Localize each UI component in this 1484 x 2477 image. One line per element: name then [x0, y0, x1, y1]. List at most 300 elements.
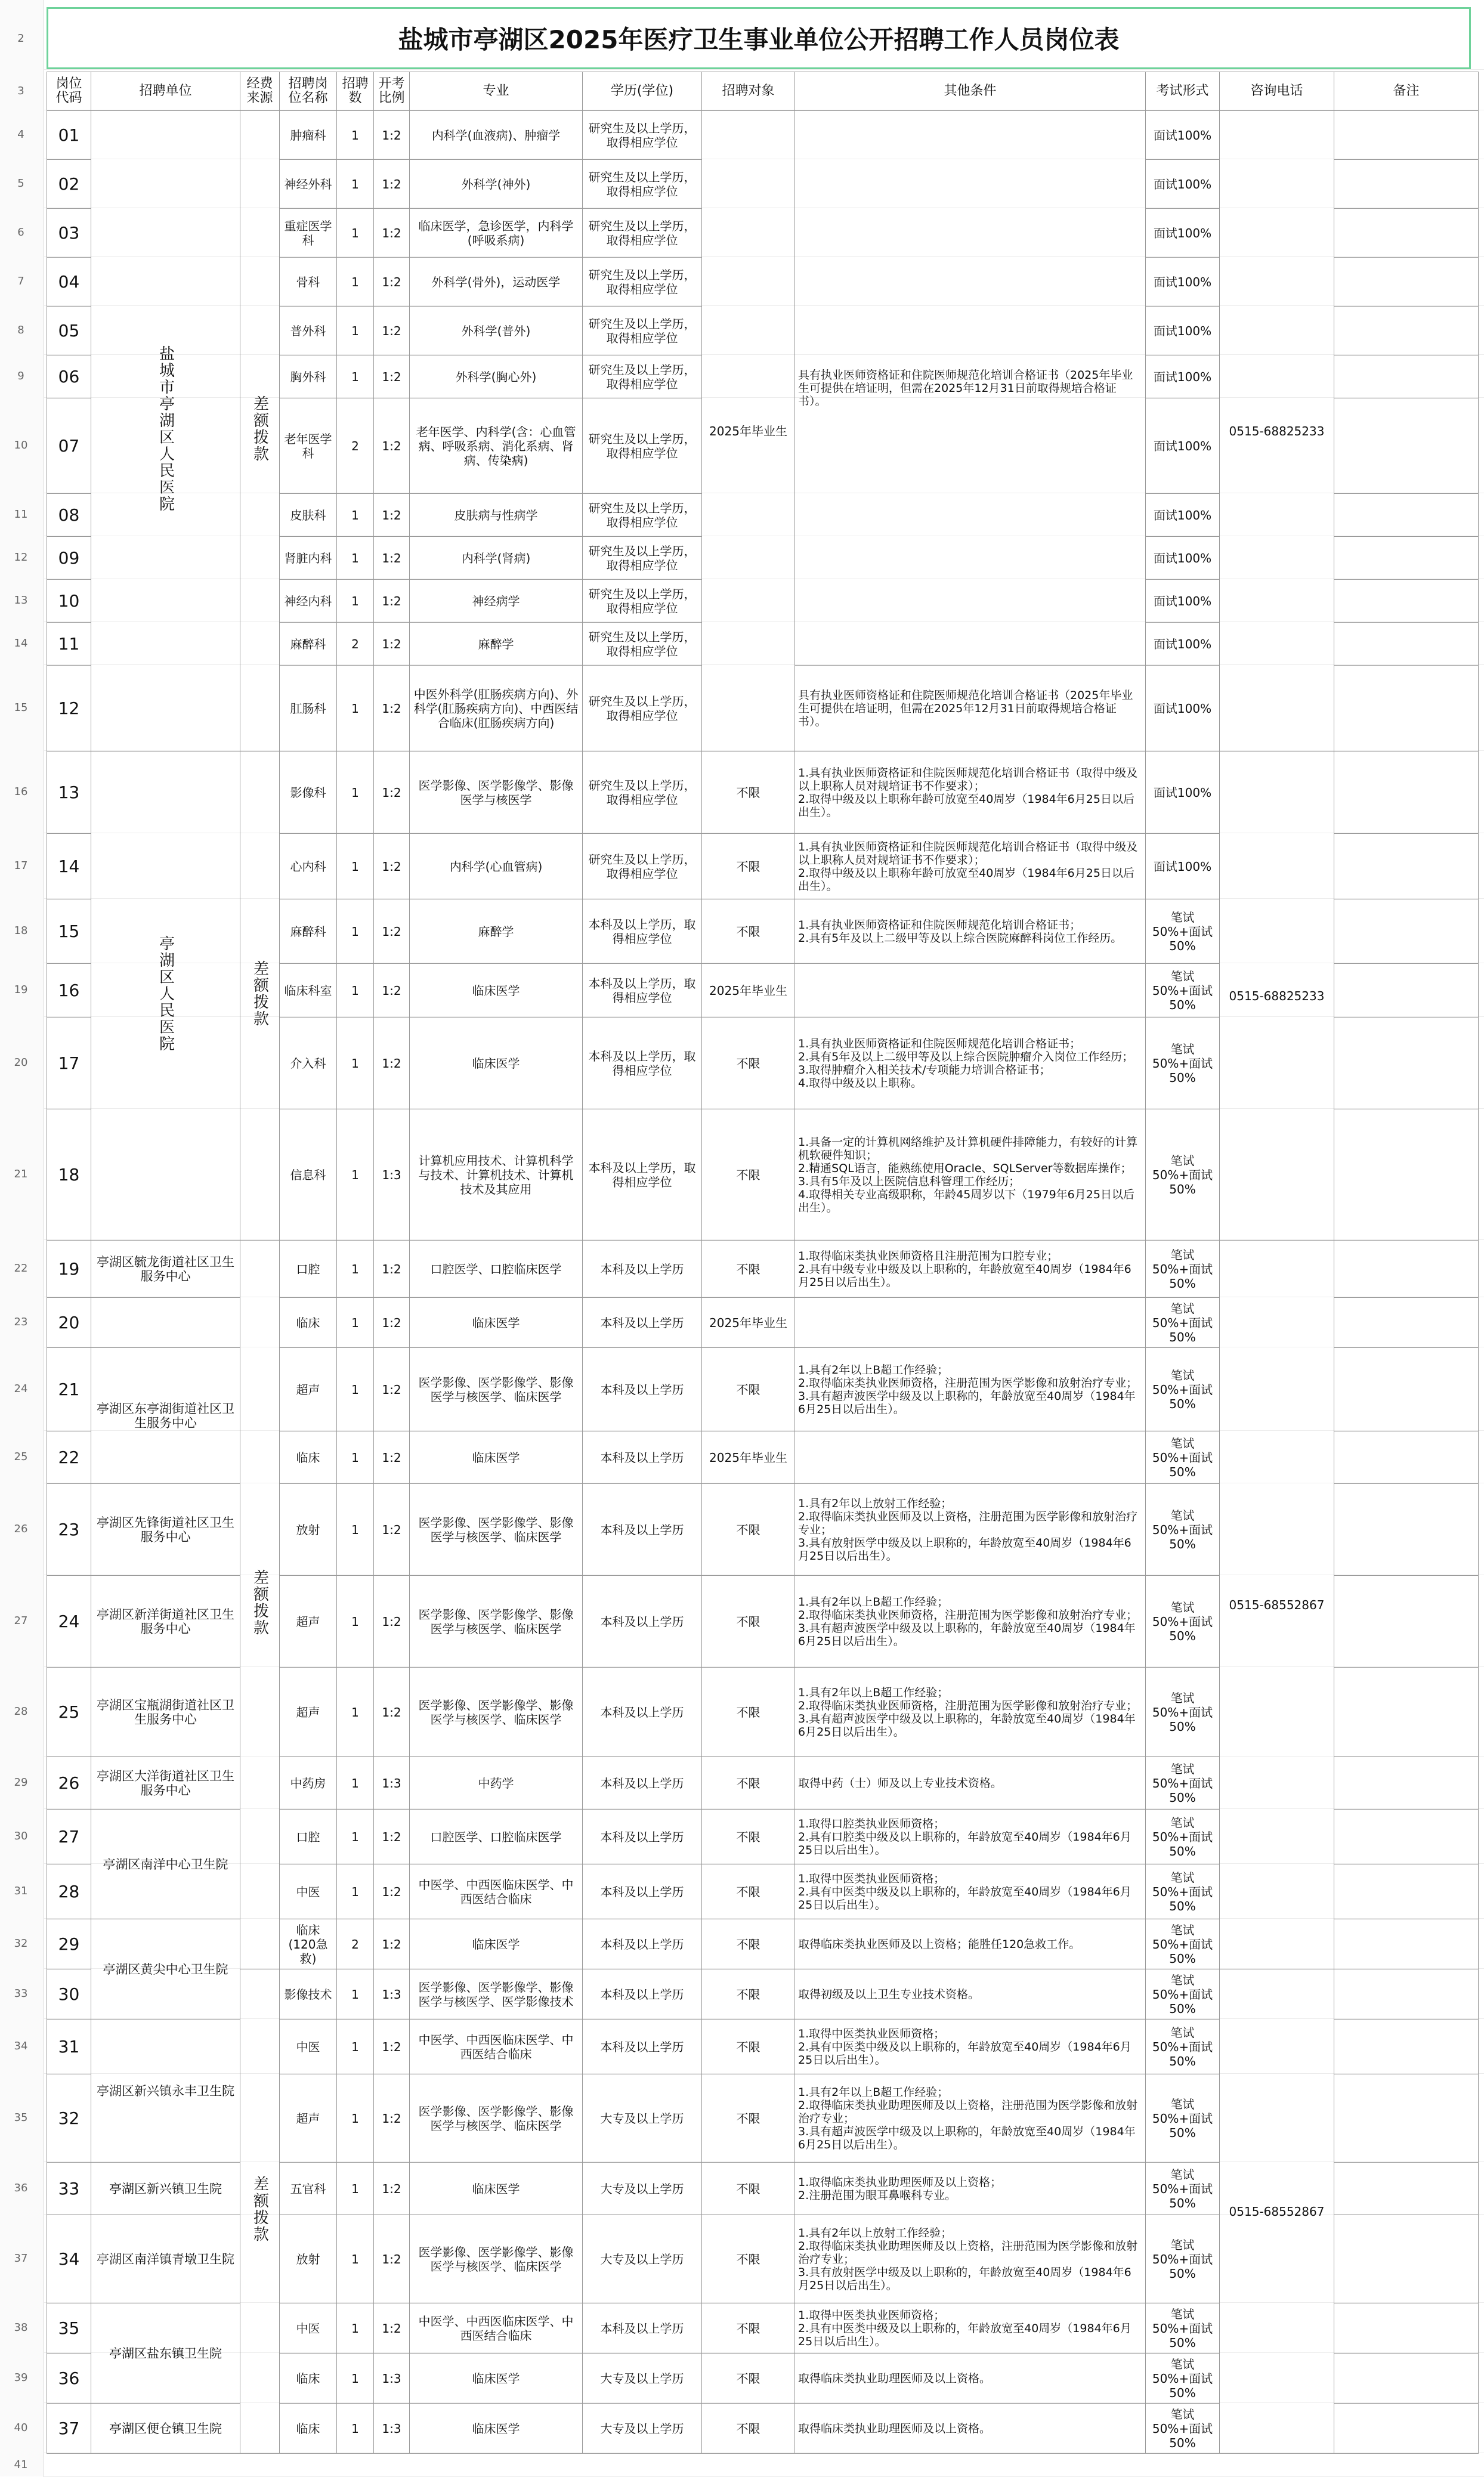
row-number[interactable]: 23 [14, 1315, 28, 1328]
job-id: 36 [47, 2354, 91, 2404]
row-number[interactable]: 12 [14, 551, 28, 564]
major-cell: 临床医学 [410, 2354, 583, 2404]
funding-cell [240, 1241, 280, 1969]
major-cell: 临床医学，急诊医学，内科学(呼吸系病) [410, 209, 583, 258]
unit-cell: 亭湖区宝瓶湖街道社区卫生服务中心 [91, 1668, 240, 1757]
row-number[interactable]: 27 [14, 1614, 28, 1627]
post-cell: 中药房 [280, 1757, 337, 1810]
target-cell: 不限 [702, 1969, 795, 2020]
exam-cell: 笔试50%+面试50% [1146, 1241, 1220, 1298]
exam-cell: 面试100% [1146, 752, 1220, 834]
conditions-cell: 1.取得口腔类执业医师资格； 2.具有口腔类中级及以上职称的，年龄放宽至40周岁（1984年6月25日以后出生）。 [795, 1810, 1146, 1864]
count-cell: 1 [337, 1348, 374, 1431]
post-cell: 神经外科 [280, 160, 337, 209]
row-number[interactable]: 36 [14, 2181, 28, 2194]
exam-cell: 笔试50%+面试50% [1146, 2074, 1220, 2163]
conditions-cell: 1.具备一定的计算机网络维护及计算机硬件排障能力，有较好的计算机软硬件知识； 2.精通SQL语言，能熟练使用Oracle、SQLServer等数据库操作； 3.具有5年及以上医院信息科管理工作经历； 4.取得相关专业高级职称，年龄45周岁以下（1979年6月25日以后出生）。 [795, 1109, 1146, 1241]
job-id: 20 [47, 1298, 91, 1348]
count-cell: 1 [337, 355, 374, 398]
job-id: 25 [47, 1668, 91, 1757]
note-cell [1334, 1864, 1479, 1919]
funding-cell-text: 差额拨款 [251, 395, 269, 462]
major-cell: 医学影像、医学影像学、影像医学与核医学、临床医学 [410, 2074, 583, 2163]
note-cell [1334, 258, 1479, 307]
exam-cell: 面试100% [1146, 666, 1220, 752]
note-cell [1334, 537, 1479, 580]
row-number[interactable]: 24 [14, 1382, 28, 1395]
ratio-cell: 1:2 [374, 1018, 410, 1109]
major-cell: 中医学、中西医临床医学、中西医结合临床 [410, 2303, 583, 2354]
note-cell [1334, 899, 1479, 964]
job-id: 10 [47, 580, 91, 623]
post-cell: 肾脏内科 [280, 537, 337, 580]
target-cell: 不限 [702, 1668, 795, 1757]
conditions-cell: 1.具有2年以上B超工作经验； 2.取得临床类执业助理医师及以上资格，注册范围为医学影像和放射治疗专业； 3.具有超声波医学中级及以上职称的，年龄放宽至40周岁（1984年6月25日以后出生）。 [795, 2074, 1146, 2163]
major-cell: 计算机应用技术、计算机科学与技术、计算机技术、计算机技术及其应用 [410, 1109, 583, 1241]
row-number[interactable]: 10 [14, 438, 28, 452]
row-number[interactable]: 38 [14, 2321, 28, 2334]
phone-cell: 0515-68552867 [1220, 1969, 1334, 2454]
major-cell: 医学影像、医学影像学、影像医学与核医学、临床医学 [410, 1348, 583, 1431]
edu-cell: 研究生及以上学历，取得相应学位 [583, 111, 702, 160]
target-cell: 不限 [702, 2303, 795, 2354]
major-cell: 老年医学、内科学(含：心血管病、呼吸系病、消化系病、肾病、传染病) [410, 398, 583, 494]
ratio-cell: 1:2 [374, 1298, 410, 1348]
post-cell: 临床(120急救) [280, 1919, 337, 1969]
ratio-cell: 1:2 [374, 355, 410, 398]
post-cell: 临床 [280, 1298, 337, 1348]
count-cell: 1 [337, 1668, 374, 1757]
row-number[interactable]: 11 [14, 508, 28, 521]
major-cell: 中药学 [410, 1757, 583, 1810]
major-cell: 医学影像、医学影像学、影像医学与核医学、临床医学 [410, 1668, 583, 1757]
job-id: 16 [47, 964, 91, 1018]
edu-cell: 大专及以上学历 [583, 2404, 702, 2454]
count-cell: 1 [337, 580, 374, 623]
unit-cell: 亭湖区黄尖中心卫生院 [91, 1919, 240, 2020]
target-cell: 不限 [702, 1919, 795, 1969]
conditions-cell: 取得临床类执业助理医师及以上资格。 [795, 2404, 1146, 2454]
edu-cell: 研究生及以上学历，取得相应学位 [583, 160, 702, 209]
job-id: 04 [47, 258, 91, 307]
edu-cell: 大专及以上学历 [583, 2354, 702, 2404]
edu-cell: 本科及以上学历 [583, 1668, 702, 1757]
major-cell: 医学影像、医学影像学、影像医学与核医学、医学影像技术 [410, 1969, 583, 2020]
ratio-cell: 1:3 [374, 1109, 410, 1241]
note-cell [1334, 2404, 1479, 2454]
note-cell [1334, 1969, 1479, 2020]
edu-cell: 研究生及以上学历，取得相应学位 [583, 580, 702, 623]
post-cell: 中医 [280, 2303, 337, 2354]
row-number[interactable]: 25 [14, 1450, 28, 1463]
phone-cell: 0515-68825233 [1220, 752, 1334, 1241]
conditions-cell: 1.具有2年以上B超工作经验； 2.取得临床类执业医师资格，注册范围为医学影像和放射治疗专业； 3.具有超声波医学中级及以上职称的，年龄放宽至40周岁（1984年6月25日以后出生）。 [795, 1576, 1146, 1668]
post-cell: 临床 [280, 1431, 337, 1484]
job-id: 28 [47, 1864, 91, 1919]
job-id: 27 [47, 1810, 91, 1864]
exam-cell: 面试100% [1146, 537, 1220, 580]
job-id: 33 [47, 2163, 91, 2215]
edu-cell: 研究生及以上学历，取得相应学位 [583, 494, 702, 537]
ratio-cell: 1:2 [374, 2020, 410, 2074]
job-id: 14 [47, 834, 91, 899]
major-cell: 口腔医学、口腔临床医学 [410, 1810, 583, 1864]
unit-cell: 亭湖区大洋街道社区卫生服务中心 [91, 1757, 240, 1810]
note-cell [1334, 494, 1479, 537]
post-cell: 肛肠科 [280, 666, 337, 752]
target-cell: 不限 [702, 2074, 795, 2163]
post-cell: 皮肤科 [280, 494, 337, 537]
recruitment-table [47, 72, 1479, 2454]
header-major: 专业 [410, 72, 583, 111]
ratio-cell: 1:2 [374, 2303, 410, 2354]
phone-cell: 0515-68825233 [1220, 111, 1334, 752]
edu-cell: 本科及以上学历 [583, 1298, 702, 1348]
edu-cell: 大专及以上学历 [583, 2074, 702, 2163]
ratio-cell: 1:2 [374, 1668, 410, 1757]
ratio-cell: 1:3 [374, 1757, 410, 1810]
note-cell [1334, 1810, 1479, 1864]
major-cell: 临床医学 [410, 1919, 583, 1969]
row-number[interactable]: 15 [14, 701, 28, 714]
table-row [47, 1969, 1479, 2020]
major-cell: 医学影像、医学影像学、影像医学与核医学 [410, 752, 583, 834]
table-row [47, 1241, 1479, 1298]
ratio-cell: 1:2 [374, 964, 410, 1018]
ratio-cell: 1:2 [374, 1484, 410, 1576]
major-cell: 口腔医学、口腔临床医学 [410, 1241, 583, 1298]
edu-cell: 研究生及以上学历，取得相应学位 [583, 834, 702, 899]
target-cell: 不限 [702, 2404, 795, 2454]
row-number[interactable]: 41 [14, 2458, 28, 2471]
table-body [47, 111, 1479, 2454]
major-cell: 医学影像、医学影像学、影像医学与核医学、临床医学 [410, 1484, 583, 1576]
post-cell: 超声 [280, 1348, 337, 1431]
post-cell: 影像技术 [280, 1969, 337, 2020]
unit-cell: 亭湖区南洋中心卫生院 [91, 1810, 240, 1919]
edu-cell: 本科及以上学历 [583, 1241, 702, 1298]
row-number[interactable]: 32 [14, 1937, 28, 1950]
post-cell: 骨科 [280, 258, 337, 307]
major-cell: 外科学(普外) [410, 307, 583, 355]
note-cell [1334, 1298, 1479, 1348]
exam-cell: 笔试50%+面试50% [1146, 964, 1220, 1018]
row-number[interactable]: 21 [14, 1167, 28, 1180]
exam-cell: 笔试50%+面试50% [1146, 1348, 1220, 1431]
count-cell: 1 [337, 834, 374, 899]
count-cell: 1 [337, 258, 374, 307]
funding-cell [240, 1969, 280, 2454]
job-id: 21 [47, 1348, 91, 1431]
edu-cell: 大专及以上学历 [583, 2215, 702, 2303]
target-cell: 2025年毕业生 [702, 1431, 795, 1484]
row-number[interactable]: 2 [17, 32, 24, 45]
exam-cell: 面试100% [1146, 307, 1220, 355]
edu-cell: 研究生及以上学历，取得相应学位 [583, 623, 702, 666]
header-count: 招聘数 [337, 72, 374, 111]
exam-cell: 笔试50%+面试50% [1146, 1757, 1220, 1810]
major-cell: 内科学(血液病)、肿瘤学 [410, 111, 583, 160]
conditions-cell: 1.具有2年以上放射工作经验； 2.取得临床类执业助理医师及以上资格，注册范围为医学影像和放射治疗专业； 3.具有放射医学中级及以上职称的，年龄放宽至40周岁（1984年6月25日以后出生）。 [795, 2215, 1146, 2303]
post-cell: 超声 [280, 1668, 337, 1757]
row-number[interactable]: 22 [14, 1261, 28, 1275]
major-cell: 麻醉学 [410, 623, 583, 666]
exam-cell: 笔试50%+面试50% [1146, 1298, 1220, 1348]
note-cell [1334, 160, 1479, 209]
post-cell: 中医 [280, 1864, 337, 1919]
header-target: 招聘对象 [702, 72, 795, 111]
ratio-cell: 1:2 [374, 1919, 410, 1969]
job-id: 24 [47, 1576, 91, 1668]
exam-cell: 笔试50%+面试50% [1146, 1576, 1220, 1668]
ratio-cell: 1:2 [374, 398, 410, 494]
job-id: 08 [47, 494, 91, 537]
row-number[interactable]: 14 [14, 636, 28, 650]
header-note: 备注 [1334, 72, 1479, 111]
row-number[interactable]: 6 [17, 225, 24, 239]
edu-cell: 研究生及以上学历，取得相应学位 [583, 398, 702, 494]
row-number[interactable]: 8 [17, 323, 24, 336]
major-cell: 医学影像、医学影像学、影像医学与核医学、临床医学 [410, 1576, 583, 1668]
table-row [47, 111, 1479, 160]
grid-line [43, 69, 1484, 70]
exam-cell: 面试100% [1146, 623, 1220, 666]
unit-cell: 亭湖区毓龙街道社区卫生服务中心 [91, 1241, 240, 1298]
row-number[interactable]: 31 [14, 1884, 28, 1897]
post-cell: 临床科室 [280, 964, 337, 1018]
note-cell [1334, 2354, 1479, 2404]
unit-cell: 亭湖区先锋街道社区卫生服务中心 [91, 1484, 240, 1576]
major-cell: 临床医学 [410, 1298, 583, 1348]
job-id: 31 [47, 2020, 91, 2074]
row-number[interactable]: 4 [17, 128, 24, 141]
major-cell: 中医学、中西医临床医学、中西医结合临床 [410, 1864, 583, 1919]
edu-cell: 本科及以上学历 [583, 1810, 702, 1864]
target-cell: 不限 [702, 1348, 795, 1431]
edu-cell: 研究生及以上学历，取得相应学位 [583, 258, 702, 307]
count-cell: 1 [337, 111, 374, 160]
count-cell: 1 [337, 964, 374, 1018]
conditions-cell: 1.取得中医类执业医师资格； 2.具有中医类中级及以上职称的，年龄放宽至40周岁（1984年6月25日以后出生）。 [795, 1864, 1146, 1919]
job-id: 17 [47, 1018, 91, 1109]
note-cell [1334, 2020, 1479, 2074]
job-id: 11 [47, 623, 91, 666]
conditions-cell: 1.具有2年以上B超工作经验； 2.取得临床类执业医师资格，注册范围为医学影像和放射治疗专业； 3.具有超声波医学中级及以上职称的，年龄放宽至40周岁（1984年6月25日以后出生）。 [795, 1348, 1146, 1431]
post-cell: 临床 [280, 2354, 337, 2404]
job-id: 01 [47, 111, 91, 160]
edu-cell: 本科及以上学历，取得相应学位 [583, 899, 702, 964]
note-cell [1334, 1668, 1479, 1757]
row-number[interactable]: 3 [17, 84, 24, 97]
note-cell [1334, 623, 1479, 666]
exam-cell: 笔试50%+面试50% [1146, 1018, 1220, 1109]
exam-cell: 笔试50%+面试50% [1146, 1919, 1220, 1969]
note-cell [1334, 964, 1479, 1018]
ratio-cell: 1:2 [374, 1810, 410, 1864]
note-cell [1334, 2215, 1479, 2303]
exam-cell: 面试100% [1146, 258, 1220, 307]
count-cell: 1 [337, 1576, 374, 1668]
exam-cell: 笔试50%+面试50% [1146, 2215, 1220, 2303]
row-number[interactable]: 9 [17, 369, 24, 382]
edu-cell: 本科及以上学历 [583, 1757, 702, 1810]
count-cell: 1 [337, 2354, 374, 2404]
row-number[interactable]: 16 [14, 785, 28, 798]
count-cell: 1 [337, 1864, 374, 1919]
major-cell: 外科学(神外) [410, 160, 583, 209]
edu-cell: 本科及以上学历 [583, 2020, 702, 2074]
target-cell: 不限 [702, 1864, 795, 1919]
ratio-cell: 1:2 [374, 258, 410, 307]
major-cell: 临床医学 [410, 2163, 583, 2215]
note-cell [1334, 2303, 1479, 2354]
row-number[interactable]: 39 [14, 2371, 28, 2384]
target-cell: 2025年毕业生 [702, 1298, 795, 1348]
count-cell: 1 [337, 209, 374, 258]
row-number[interactable]: 34 [14, 2039, 28, 2052]
exam-cell: 笔试50%+面试50% [1146, 1431, 1220, 1484]
post-cell: 口腔 [280, 1810, 337, 1864]
ratio-cell: 1:3 [374, 2404, 410, 2454]
count-cell: 1 [337, 1018, 374, 1109]
row-number[interactable]: 40 [14, 2421, 28, 2434]
count-cell: 1 [337, 1431, 374, 1484]
target-cell: 不限 [702, 1018, 795, 1109]
job-id: 19 [47, 1241, 91, 1298]
target-cell: 不限 [702, 2020, 795, 2074]
target-cell: 不限 [702, 2215, 795, 2303]
unit-cell: 亭湖区新兴镇卫生院 [91, 2163, 240, 2215]
post-cell: 胸外科 [280, 355, 337, 398]
row-number[interactable]: 5 [17, 177, 24, 190]
target-cell: 2025年毕业生 [702, 964, 795, 1018]
count-cell: 1 [337, 2163, 374, 2215]
conditions-cell: 取得初级及以上卫生专业技术资格。 [795, 1969, 1146, 2020]
exam-cell: 笔试50%+面试50% [1146, 2020, 1220, 2074]
job-id: 30 [47, 1969, 91, 2020]
row-number[interactable]: 33 [14, 1987, 28, 2000]
row-number[interactable]: 19 [14, 983, 28, 996]
job-id: 26 [47, 1757, 91, 1810]
row-number[interactable]: 17 [14, 859, 28, 872]
row-number[interactable]: 29 [14, 1776, 28, 1789]
major-cell: 中医学、中西医临床医学、中西医结合临床 [410, 2020, 583, 2074]
major-cell: 临床医学 [410, 2404, 583, 2454]
job-id: 35 [47, 2303, 91, 2354]
post-cell: 肿瘤科 [280, 111, 337, 160]
edu-cell: 本科及以上学历 [583, 2303, 702, 2354]
post-cell: 神经内科 [280, 580, 337, 623]
exam-cell: 面试100% [1146, 355, 1220, 398]
conditions-cell: 取得临床类执业医师及以上资格；能胜任120急救工作。 [795, 1919, 1146, 1969]
count-cell: 1 [337, 1241, 374, 1298]
target-cell: 不限 [702, 2163, 795, 2215]
sheet-title: 盐城市亭湖区2025年医疗卫生事业单位公开招聘工作人员岗位表 [47, 7, 1471, 69]
edu-cell: 本科及以上学历 [583, 1348, 702, 1431]
note-cell [1334, 355, 1479, 398]
ratio-cell: 1:2 [374, 2074, 410, 2163]
job-id: 06 [47, 355, 91, 398]
ratio-cell: 1:2 [374, 580, 410, 623]
row-number[interactable]: 13 [14, 593, 28, 607]
conditions-cell: 1.具有执业医师资格证和住院医师规范化培训合格证书； 2.具有5年及以上二级甲等及以上综合医院肿瘤介入岗位工作经历； 3.取得肿瘤介入相关技术/专项能力培训合格证书； 4.取得中级及以上职称。 [795, 1018, 1146, 1109]
ratio-cell: 1:2 [374, 2163, 410, 2215]
exam-cell: 笔试50%+面试50% [1146, 2163, 1220, 2215]
note-cell [1334, 666, 1479, 752]
note-cell [1334, 1018, 1479, 1109]
note-cell [1334, 2074, 1479, 2163]
header-id: 岗位代码 [47, 72, 91, 111]
row-number[interactable]: 20 [14, 1056, 28, 1069]
note-cell [1334, 834, 1479, 899]
exam-cell: 笔试50%+面试50% [1146, 1668, 1220, 1757]
edu-cell: 本科及以上学历 [583, 1969, 702, 2020]
exam-cell: 面试100% [1146, 834, 1220, 899]
count-cell: 2 [337, 1919, 374, 1969]
row-number[interactable]: 26 [14, 1522, 28, 1535]
conditions-cell: 1.取得临床类执业医师资格且注册范围为口腔专业； 2.具有中级专业中级及以上职称的，年龄放宽至40周岁（1984年6月25日以后出生）。 [795, 1241, 1146, 1298]
edu-cell: 本科及以上学历，取得相应学位 [583, 964, 702, 1018]
exam-cell: 面试100% [1146, 160, 1220, 209]
note-cell [1334, 209, 1479, 258]
ratio-cell: 1:2 [374, 1576, 410, 1668]
note-cell [1334, 1431, 1479, 1484]
row-number[interactable]: 28 [14, 1705, 28, 1718]
count-cell: 2 [337, 623, 374, 666]
edu-cell: 本科及以上学历，取得相应学位 [583, 1109, 702, 1241]
exam-cell: 笔试50%+面试50% [1146, 1484, 1220, 1576]
edu-cell: 研究生及以上学历，取得相应学位 [583, 209, 702, 258]
ratio-cell: 1:3 [374, 1969, 410, 2020]
post-cell: 超声 [280, 1576, 337, 1668]
count-cell: 1 [337, 494, 374, 537]
row-number[interactable]: 30 [14, 1829, 28, 1842]
edu-cell: 本科及以上学历 [583, 1919, 702, 1969]
unit-cell [91, 752, 240, 1241]
funding-cell-text: 差额拨款 [251, 1569, 269, 1636]
row-number[interactable]: 18 [14, 924, 28, 937]
target-cell: 不限 [702, 1109, 795, 1241]
major-cell: 中医外科学(肛肠疾病方向)、外科学(肛肠疾病方向)、中西医结合临床(肛肠疾病方向) [410, 666, 583, 752]
post-cell: 介入科 [280, 1018, 337, 1109]
major-cell: 医学影像、医学影像学、影像医学与核医学、临床医学 [410, 2215, 583, 2303]
target-cell: 不限 [702, 899, 795, 964]
row-number[interactable]: 7 [17, 274, 24, 287]
table-row [47, 752, 1479, 834]
post-cell: 五官科 [280, 2163, 337, 2215]
row-number[interactable]: 37 [14, 2252, 28, 2265]
exam-cell: 面试100% [1146, 209, 1220, 258]
count-cell: 1 [337, 2020, 374, 2074]
post-cell: 放射 [280, 1484, 337, 1576]
edu-cell: 研究生及以上学历，取得相应学位 [583, 752, 702, 834]
major-cell: 神经病学 [410, 580, 583, 623]
note-cell [1334, 1919, 1479, 1969]
exam-cell: 面试100% [1146, 111, 1220, 160]
conditions-cell: 1.具有2年以上放射工作经验； 2.取得临床类执业医师及以上资格，注册范围为医学影像和放射治疗专业； 3.具有放射医学中级及以上职称的，年龄放宽至40周岁（1984年6月25日以后出生）。 [795, 1484, 1146, 1576]
funding-cell [240, 752, 280, 1241]
ratio-cell: 1:2 [374, 160, 410, 209]
job-id: 18 [47, 1109, 91, 1241]
count-cell: 2 [337, 398, 374, 494]
header-unit: 招聘单位 [91, 72, 240, 111]
exam-cell: 面试100% [1146, 580, 1220, 623]
target-cell: 不限 [702, 1576, 795, 1668]
major-cell: 外科学(骨外)，运动医学 [410, 258, 583, 307]
post-cell: 信息科 [280, 1109, 337, 1241]
conditions-cell: 1.取得中医类执业医师资格； 2.具有中医类中级及以上职称的，年龄放宽至40周岁（1984年6月25日以后出生）。 [795, 2303, 1146, 2354]
row-number[interactable]: 35 [14, 2111, 28, 2124]
